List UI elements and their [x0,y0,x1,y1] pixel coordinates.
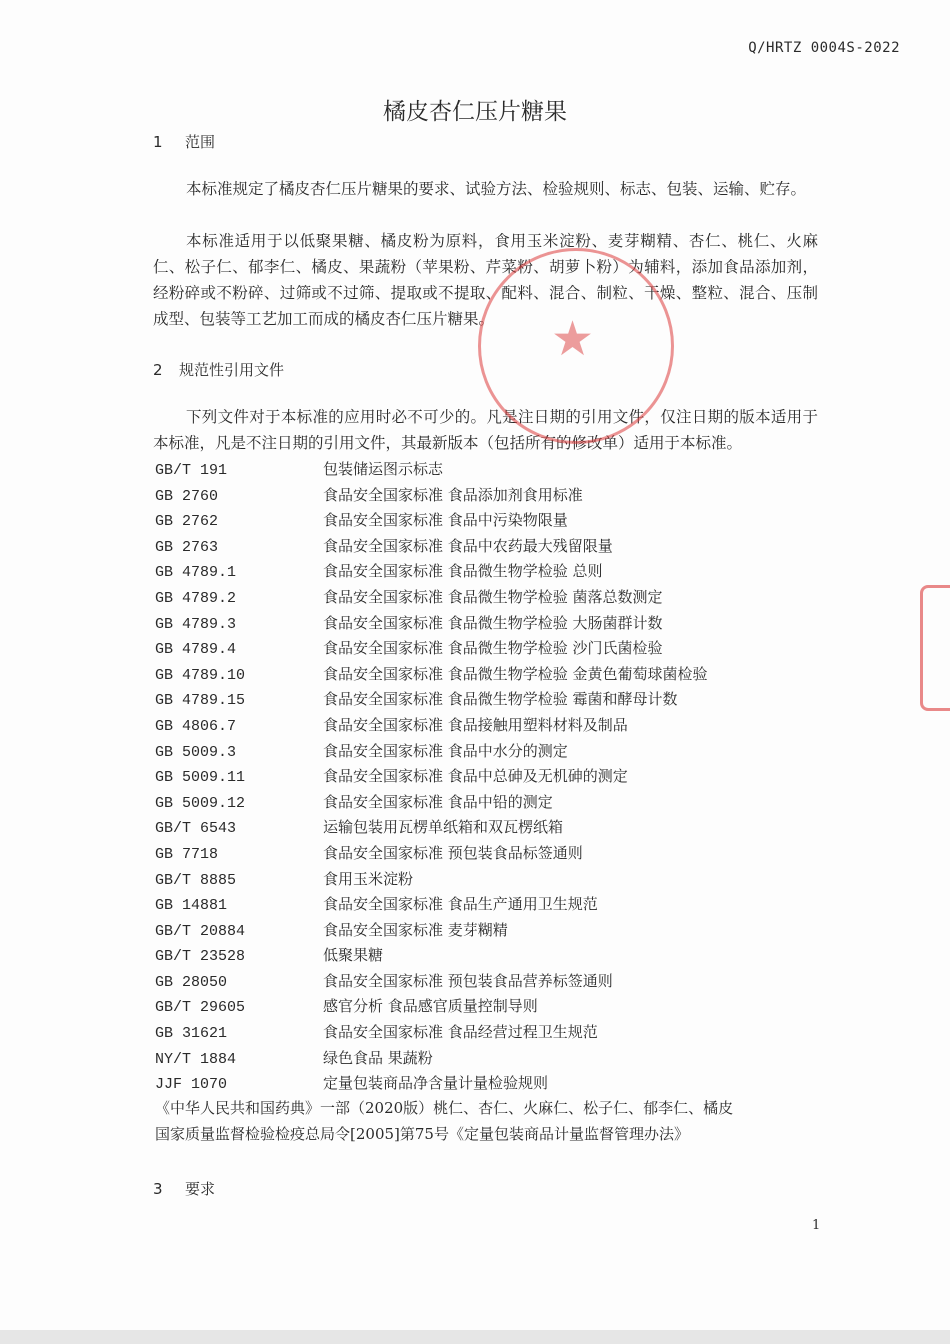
extra-reference: 《中华人民共和国药典》一部（2020版）桃仁、杏仁、火麻仁、松子仁、郁李仁、橘皮 [155,1099,734,1117]
reference-item [155,636,708,662]
reference-title: 食品安全国家标准 食品接触用塑料材料及制品 [323,715,628,734]
reference-title: 食品安全国家标准 食品微生物学检验 霉菌和酵母计数 [323,690,678,709]
reference-title: 食品安全国家标准 食品微生物学检验 总则 [323,562,603,581]
reference-title: 食品安全国家标准 食品中铅的测定 [323,792,553,811]
extra-references [155,1096,733,1147]
reference-code: GB 5009.12 [155,794,246,812]
reference-code: GB/T 191 [155,462,228,479]
reference-code: GB 4789.2 [155,589,237,607]
reference-code: GB 4789.15 [155,692,246,710]
reference-code: GB 4789.10 [155,666,246,684]
reference-item [155,867,708,893]
reference-title: 食品安全国家标准 食品中农药最大残留限量 [323,536,613,555]
reference-title: 低聚果糖 [323,946,384,965]
reference-item [155,1020,708,1046]
reference-title: 运输包装用瓦楞单纸箱和双瓦楞纸箱 [323,818,564,837]
reference-item [155,815,708,841]
scope-paragraph-2: 本标准适用于以低聚果糖、橘皮粉为原料，食用玉米淀粉、麦芽糊精、杏仁、桃仁、火麻仁、松子仁、郁李仁、橘皮、果蔬粉（苹果粉、芹菜粉、胡萝卜粉）为辅料，添加食品添加剂，经粉碎或不粉碎、过筛或不过筛、提取或不提取、配料、混合、制粒、干燥、整粒、混合、压制成型、包装等工艺加工而成的橘皮杏仁压片糖果。 [153,232,818,328]
reference-title: 食品安全国家标准 食品生产通用卫生规范 [323,895,598,914]
reference-item [155,892,708,918]
standard-number: Q/HRTZ 0004S-2022 [748,40,900,56]
scope-paragraph-1: 本标准规定了橘皮杏仁压片糖果的要求、试验方法、检验规则、标志、包装、运输、贮存。 [186,180,807,198]
reference-code: GB 4806.7 [155,717,237,735]
reference-code: GB 31621 [155,1025,228,1043]
reference-item [155,534,708,560]
reference-item [155,1071,708,1097]
reference-code: JJF 1070 [155,1076,228,1094]
reference-item [155,918,708,944]
reference-title: 食品安全国家标准 食品经营过程卫生规范 [323,1023,598,1042]
reference-item [155,790,708,816]
reference-item [155,713,708,739]
reference-item [155,585,708,611]
reference-code: GB 14881 [155,897,228,915]
scan-edge [0,1330,950,1344]
reference-title: 食品安全国家标准 食品微生物学检验 金黄色葡萄球菌检验 [323,664,708,683]
section-heading-requirements [153,1178,215,1199]
reference-item [155,1046,708,1072]
reference-item [155,508,708,534]
reference-item [155,841,708,867]
section-heading-references [153,359,284,380]
reference-code: GB 2760 [155,487,219,505]
reference-code: GB 4789.3 [155,615,237,633]
reference-code: GB 2762 [155,513,219,531]
reference-code: GB/T 8885 [155,871,237,889]
reference-list [155,457,708,1097]
reference-code: GB/T 29605 [155,999,246,1017]
reference-item [155,969,708,995]
section-number: 1 [153,133,163,151]
reference-title: 食品安全国家标准 食品添加剂食用标准 [323,485,583,504]
reference-item [155,739,708,765]
section-title: 范围 [185,133,216,151]
reference-item [155,662,708,688]
reference-item [155,994,708,1020]
reference-item [155,764,708,790]
section-heading-scope [153,131,215,152]
section-number: 2 [153,361,163,379]
reference-item [155,559,708,585]
reference-code: NY/T 1884 [155,1050,237,1068]
reference-title: 食品安全国家标准 预包装食品营养标签通则 [323,971,613,990]
section-title: 规范性引用文件 [179,361,285,379]
reference-item [155,943,708,969]
reference-item [155,611,708,637]
section-number: 3 [153,1180,163,1198]
reference-code: GB/T 23528 [155,948,246,966]
reference-title: 定量包装商品净含量计量检验规则 [323,1074,549,1093]
document-title: 橘皮杏仁压片糖果 [383,99,567,125]
reference-title: 食品安全国家标准 麦芽糊精 [323,920,508,939]
partial-seal-stamp [920,585,950,711]
extra-reference: 国家质量监督检验检疫总局令[2005]第75号《定量包装商品计量监督管理办法》 [155,1124,689,1143]
reference-title: 感官分析 食品感官质量控制导则 [323,997,538,1016]
reference-title: 食品安全国家标准 食品中水分的测定 [323,741,568,760]
reference-item [155,687,708,713]
section-title: 要求 [185,1180,216,1198]
reference-title: 食品安全国家标准 食品中污染物限量 [323,511,568,530]
reference-item [155,457,708,483]
star-icon: ★ [551,311,595,367]
company-seal-stamp [478,248,674,444]
reference-code: GB/T 6543 [155,820,237,838]
reference-item [155,483,708,509]
reference-title: 包装储运图示标志 [323,460,444,478]
page-number: 1 [812,1218,821,1233]
reference-title: 食品安全国家标准 食品微生物学检验 沙门氏菌检验 [323,639,663,658]
reference-title: 食品安全国家标准 预包装食品标签通则 [323,843,583,862]
reference-code: GB 4789.4 [155,641,237,659]
reference-code: GB 28050 [155,973,228,991]
reference-title: 绿色食品 果蔬粉 [323,1048,433,1067]
reference-title: 食品安全国家标准 食品微生物学检验 大肠菌群计数 [323,613,663,632]
reference-code: GB 2763 [155,538,219,556]
reference-code: GB/T 20884 [155,922,246,940]
reference-title: 食品安全国家标准 食品微生物学检验 菌落总数测定 [323,587,663,606]
reference-code: GB 5009.3 [155,743,237,761]
reference-title: 食用玉米淀粉 [323,869,414,888]
references-intro: 下列文件对于本标准的应用时必不可少的。凡是注日期的引用文件，仅注日期的版本适用于本标准，凡是不注日期的引用文件，其最新版本（包括所有的修改单）适用于本标准。 [153,408,818,452]
reference-code: GB 4789.1 [155,564,237,582]
reference-title: 食品安全国家标准 食品中总砷及无机砷的测定 [323,767,628,786]
reference-code: GB 7718 [155,845,219,863]
reference-code: GB 5009.11 [155,769,246,787]
